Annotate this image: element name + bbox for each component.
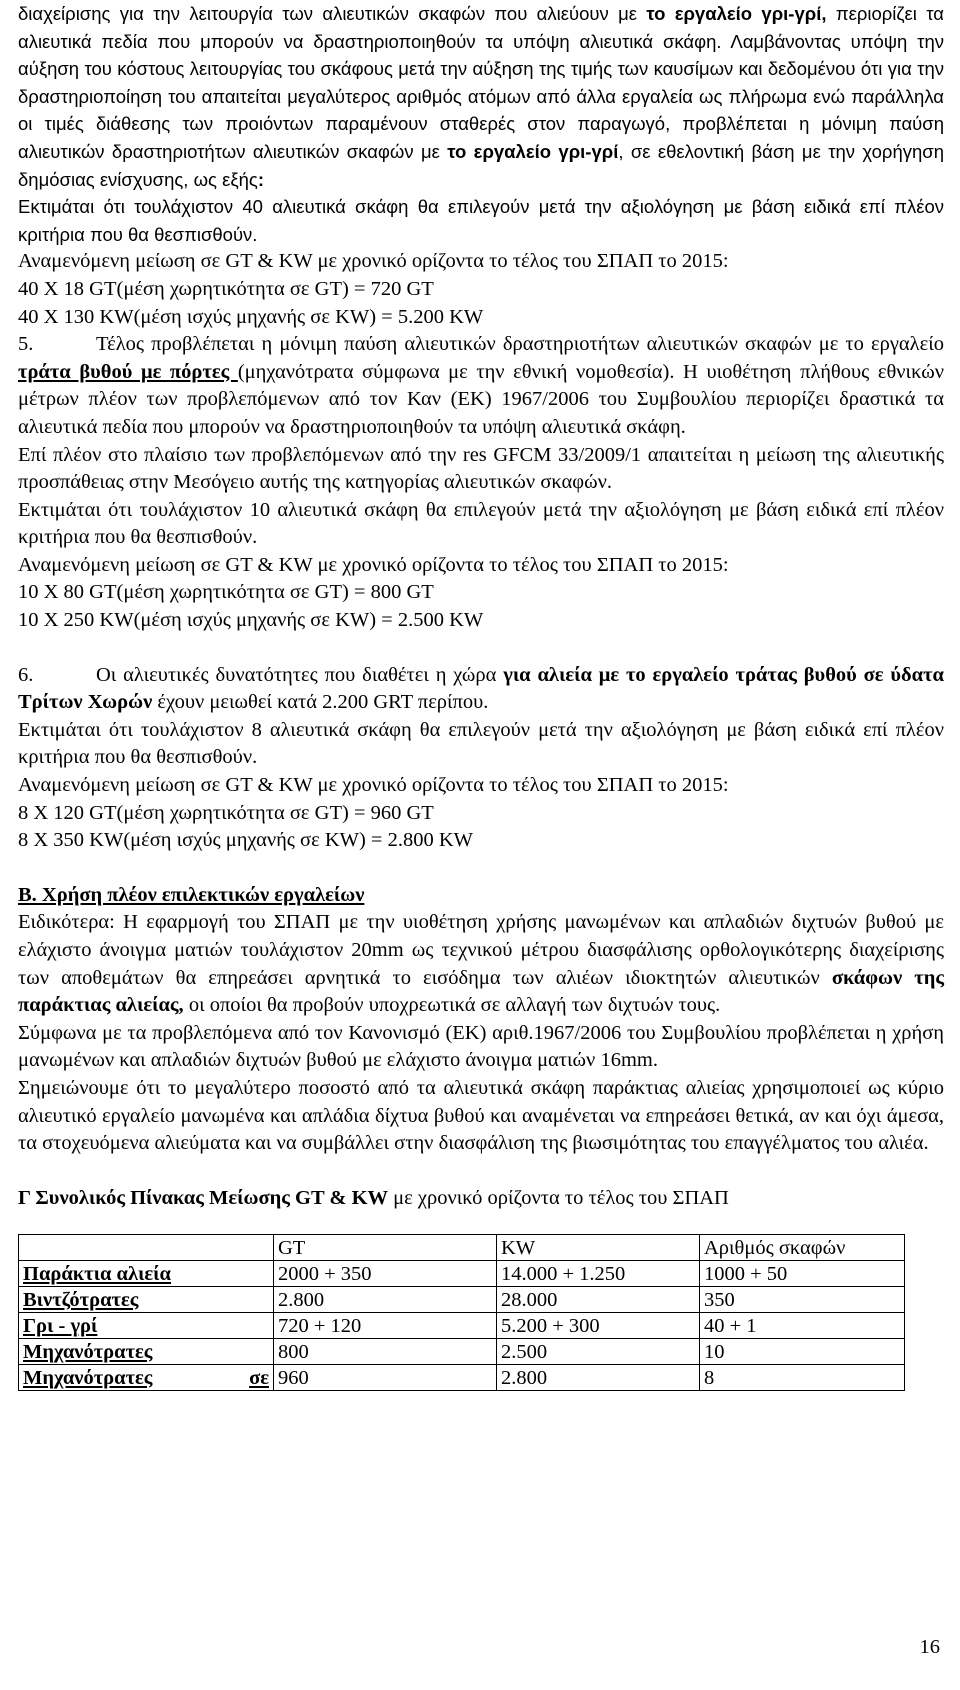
cell-boats: 350	[700, 1287, 905, 1313]
underlined-bold-text: τράτα βυθού με πόρτες	[18, 360, 238, 383]
cell-kw: 28.000	[497, 1287, 700, 1313]
table-row	[19, 1365, 905, 1391]
cell-boats: 8	[700, 1365, 905, 1391]
text: έχουν μειωθεί κατά 2.200 GRT περίπου.	[152, 691, 489, 714]
reduction-table	[18, 1234, 905, 1391]
section-number: 6.	[18, 663, 34, 686]
paragraph-expected-reduction: Αναμενόμενη μείωση σε GT & KW με χρονικό ορίζοντα το τέλος του ΣΠΑΠ το 2015:	[18, 250, 729, 273]
spacer	[18, 1158, 944, 1185]
cell-kw: 2.500	[497, 1339, 700, 1365]
bold-text: το εργαλείο γρι-γρί,	[646, 3, 827, 24]
row-label	[19, 1287, 274, 1313]
row-label	[19, 1365, 274, 1391]
text: με χρονικό ορίζοντα το τέλος του ΣΠΑΠ	[388, 1186, 729, 1209]
paragraph-estimate-10: Εκτιμάται ότι τουλάχιστον 10 αλιευτικά σκάφη θα επιλεγούν μετά την αξιολόγηση με βάση ειδικά επί πλέον κριτήρια που θα θεσπισθούν.	[18, 498, 944, 549]
paragraph-expected-reduction-2: Αναμενόμενη μείωση σε GT & KW με χρονικό ορίζοντα το τέλος του ΣΠΑΠ το 2015:	[18, 553, 729, 576]
paragraph-expected-reduction-3: Αναμενόμενη μείωση σε GT & KW με χρονικό ορίζοντα το τέλος του ΣΠΑΠ το 2015:	[18, 774, 729, 797]
spacer	[18, 855, 944, 882]
paragraph-estimate-40: Εκτιμάται ότι τουλάχιστον 40 αλιευτικά σκάφη θα επιλεγούν μετά την αξιολόγηση με βάση ειδικά επί πλέον κριτήρια που θα θεσπισθούν.	[18, 196, 944, 245]
page-number: 16	[919, 1636, 940, 1658]
cell-gt: 2000 + 350	[274, 1261, 497, 1287]
table-header-cell: KW	[497, 1235, 700, 1261]
section-g-title	[18, 1185, 944, 1213]
table-row	[19, 1313, 905, 1339]
bold-text: σκάφων της παράκτιας αλιείας,	[18, 966, 944, 1017]
calc-gt-40: 40 X 18 GT(μέση χωρητικότητα σε GT) = 720 GT	[18, 277, 434, 300]
row-label-text: Παράκτια αλιεία	[23, 1263, 171, 1286]
table-header-cell: Αριθμός σκαφών	[700, 1235, 905, 1261]
text: Ειδικότερα: Η εφαρμογή του ΣΠΑΠ με την υιοθέτηση χρήσης μανωμένων και απλαδιών διχτυών βυθού με ελάχιστο άνοιγμα ματιών τουλάχιστον 20mm ως τεχνικού μέτρου διασφάλισης ορθολογικότερης διαχείρισης των αποθεμάτων θα επηρεάσει αρνητικά το εισόδημα των αλιέων ιδιοκτητών αλιευτικών	[18, 911, 944, 989]
section-b-paragraph-1	[18, 909, 944, 1019]
text: (μηχανότρατα σύμφωνα με την εθνική νομοθεσία). Η υιοθέτηση πλήθους εθνικών μέτρων πλέον των προβλεπόμενων από τον Καν (ΕΚ) 1967/2006 του Συμβουλίου περιορίζει δραστικά τα αλιευτικά πεδία που μπορούν να δραστηριοποιηθούν τα υπόψη αλιευτικά σκάφη.	[18, 360, 944, 438]
row-label-text: Μηχανότρατες	[23, 1367, 153, 1390]
cell-gt: 800	[274, 1339, 497, 1365]
row-label-text: Βιντζότρατες	[23, 1289, 139, 1312]
table-header-cell: GT	[274, 1235, 497, 1261]
text: περιορίζει τα αλιευτικά πεδία που μπορούν να δραστηριοποιηθούν τα υπόψη αλιευτικά σκάφη. Λαμβάνοντας υπόψη την αύξηση του κόστους λειτουργίας του σκάφους μετά την αύξηση της τιμής των καυσίμων και δεδομένου ότι για την δραστηριοποίηση του απαιτείται μεγαλύτερος αριθμός ατόμων από άλλα εργαλεία ως πλήρωμα ενώ παράλληλα οι τιμές διάθεσης των προιόντων παραμένουν σταθερές στον παραγωγό, προβλέπεται η μόνιμη παύση αλιευτικών δραστηριοτήτων αλιευτικών σκαφών με	[18, 3, 944, 162]
text: οι οποίοι θα προβούν υποχρεωτικά σε αλλαγή των διχτυών τους.	[183, 994, 721, 1017]
row-label	[19, 1339, 274, 1365]
text: Τέλος προβλέπεται η μόνιμη παύση αλιευτικών δραστηριοτήτων αλιευτικών σκαφών με το εργαλείο	[96, 333, 944, 356]
bold-text: για αλιεία με το εργαλείο τράτας βυθού σε ύδατα Τρίτων Χωρών	[18, 663, 944, 714]
table-header-cell	[19, 1235, 274, 1261]
row-label-text: Μηχανότρατες	[23, 1341, 153, 1364]
calc-gt-8: 8 X 120 GT(μέση χωρητικότητα σε GT) = 960 GT	[18, 801, 434, 824]
cell-gt: 720 + 120	[274, 1313, 497, 1339]
text: , σε εθελοντική βάση με την χορήγηση δημόσιας ενίσχυσης, ως εξής	[18, 140, 944, 190]
cell-gt: 960	[274, 1365, 497, 1391]
cell-boats: 10	[700, 1339, 905, 1365]
section-b-paragraph-3: Σημειώνουμε ότι το μεγαλύτερο ποσοστό από τα αλιευτικά σκάφη παράκτιας αλιείας χρησιμοποιεί ως κύριο αλιευτικό εργαλείο μανωμένα και απλάδια δίχτυα βυθού και αναμένεται να επηρεάσει θετικά, αν και όχι άμεσα, τα στοχευόμενα αλιεύματα και να συμβάλλει στην διασφάλιση της βιωσιμότητας του επαγγέλματος του αλιέα.	[18, 1076, 944, 1155]
section-heading: Β. Χρήση πλέον επιλεκτικών εργαλείων	[18, 883, 365, 906]
table-row	[19, 1287, 905, 1313]
calc-kw-8: 8 X 350 KW(μέση ισχύς μηχανής σε KW) = 2.800 KW	[18, 829, 474, 852]
table-row	[19, 1261, 905, 1287]
cell-boats: 1000 + 50	[700, 1261, 905, 1287]
spacer	[18, 635, 944, 662]
document-page	[18, 0, 944, 1391]
calc-kw-10: 10 X 250 KW(μέση ισχύς μηχανής σε KW) = 2.500 KW	[18, 609, 484, 632]
section-6-paragraph	[18, 662, 944, 717]
row-label-text: Γρι - γρί	[23, 1315, 98, 1338]
cell-boats: 40 + 1	[700, 1313, 905, 1339]
paragraph-gfcm: Επί πλέον στο πλαίσιο των προβλεπόμενων από την res GFCM 33/2009/1 απαιτείται η μείωση της αλιευτικής προσπάθειας στην Μεσόγειο αυτής της κατηγορίας αλιευτικών σκαφών.	[18, 443, 944, 494]
calc-kw-40: 40 X 130 KW(μέση ισχύς μηχανής σε KW) = 5.200 KW	[18, 305, 484, 328]
cell-gt: 2.800	[274, 1287, 497, 1313]
table-row	[19, 1339, 905, 1365]
row-label-extra: σε	[249, 1367, 269, 1390]
bold-text: το εργαλείο γρι-γρί	[447, 140, 619, 162]
text: Οι αλιευτικές δυνατότητες που διαθέτει η χώρα	[96, 663, 504, 686]
paragraph-estimate-8: Εκτιμάται ότι τουλάχιστον 8 αλιευτικά σκάφη θα επιλεγούν μετά την αξιολόγηση με βάση ειδικά επί πλέον κριτήρια που θα θεσπισθούν.	[18, 718, 944, 769]
calc-gt-10: 10 X 80 GT(μέση χωρητικότητα σε GT) = 800 GT	[18, 581, 434, 604]
section-number: 5.	[18, 333, 34, 356]
text: διαχείρισης για την λειτουργία των αλιευτικών σκαφών που αλιεύουν με	[18, 3, 647, 24]
section-5-paragraph	[18, 331, 944, 441]
row-label	[19, 1313, 274, 1339]
bold-text: :	[257, 168, 264, 190]
section-b-title	[18, 882, 944, 910]
row-label	[19, 1261, 274, 1287]
cell-kw: 5.200 + 300	[497, 1313, 700, 1339]
cell-kw: 14.000 + 1.250	[497, 1261, 700, 1287]
section-heading: Γ Συνολικός Πίνακας Μείωσης GT & KW	[18, 1186, 389, 1209]
spacer	[18, 1212, 944, 1234]
section-b-paragraph-2: Σύμφωνα με τα προβλεπόμενα από τον Κανονισμό (ΕΚ) αριθ.1967/2006 του Συμβουλίου προβλέπεται η χρήση μανωμένων και απλαδιών διχτυών βυθού με ελάχιστο άνοιγμα ματιών 16mm.	[18, 1021, 944, 1072]
table-header-row	[19, 1235, 905, 1261]
cell-kw: 2.800	[497, 1365, 700, 1391]
paragraph-grigri-intro	[18, 0, 944, 193]
